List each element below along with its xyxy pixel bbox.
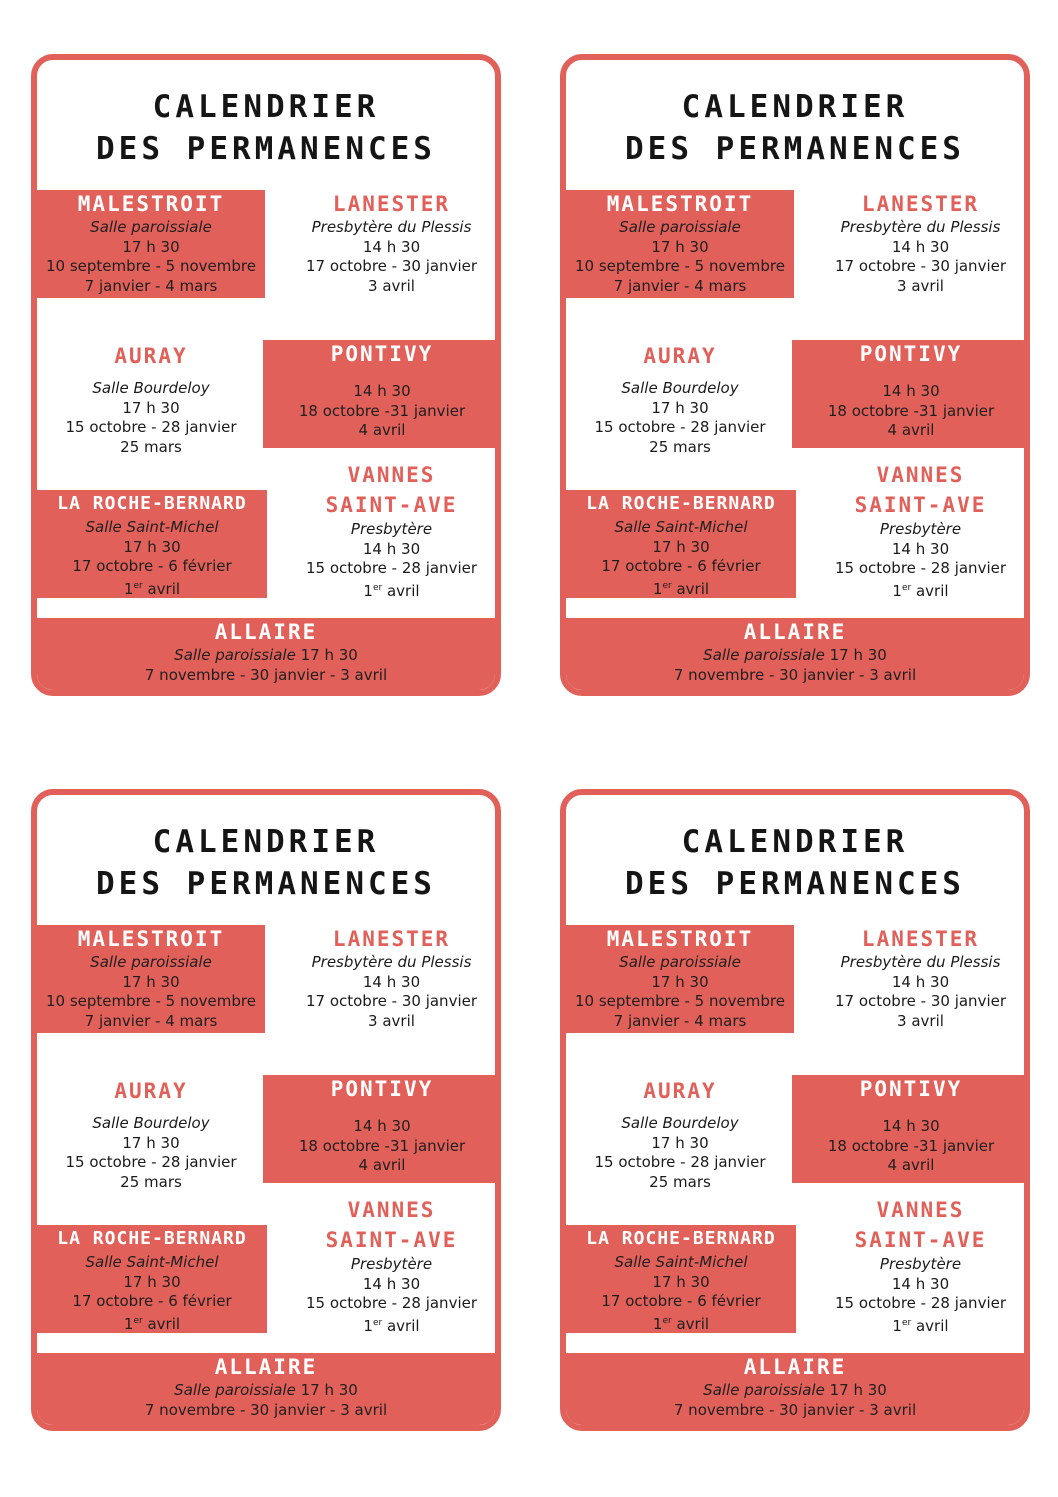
pontivy-block — [792, 1075, 1030, 1183]
dates — [37, 1312, 267, 1335]
city-name: MALESTROIT — [606, 192, 754, 216]
dates: 3 avril — [897, 276, 944, 295]
dates — [282, 1314, 501, 1337]
date-month: avril — [671, 1314, 710, 1333]
lanester-block — [811, 190, 1030, 298]
dates: 10 septembre - 5 novembre — [575, 257, 785, 275]
city-name: LANESTER — [332, 192, 451, 216]
city-name: VANNES — [347, 463, 436, 487]
malestroit-block — [37, 925, 265, 1033]
malestroit-block — [566, 190, 794, 298]
city-name: LA ROCHE-BERNARD — [57, 493, 247, 514]
venue-line — [37, 646, 495, 666]
city-name: AURAY — [643, 344, 717, 368]
date-number: 1 — [363, 581, 373, 600]
dates: 25 mars — [649, 437, 711, 456]
ordinal-suffix: er — [901, 582, 912, 593]
dates: 7 janvier - 4 mars — [84, 276, 218, 295]
time: 14 h 30 — [353, 382, 411, 400]
vannes-saint-ave-block — [282, 460, 501, 600]
dates: 17 octobre - 6 février — [601, 1292, 761, 1310]
dates: 4 avril — [887, 1156, 935, 1174]
city-name: LA ROCHE-BERNARD — [586, 1228, 776, 1249]
title-line-2: DES PERMANENCES — [96, 131, 436, 167]
city-name: ALLAIRE — [214, 620, 318, 644]
venue: Salle paroissiale — [619, 218, 741, 236]
dates: 3 avril — [897, 1011, 944, 1030]
venue: Salle Bourdeloy — [92, 379, 210, 397]
dates: 10 septembre - 5 novembre — [46, 992, 256, 1010]
time: 17 h 30 — [122, 237, 180, 256]
card-title — [37, 86, 495, 170]
title-line-1: CALENDRIER — [152, 824, 380, 860]
card-title — [37, 821, 495, 905]
dates — [811, 579, 1030, 602]
title-line-1: CALENDRIER — [681, 824, 909, 860]
time: 14 h 30 — [882, 1117, 940, 1135]
city-name: LA ROCHE-BERNARD — [57, 1228, 247, 1249]
time: 14 h 30 — [891, 539, 950, 558]
date-month: avril — [142, 1314, 181, 1333]
dates — [37, 577, 267, 600]
dates: 25 mars — [120, 437, 182, 456]
malestroit-block — [37, 190, 265, 298]
la-roche-bernard-block — [566, 1225, 796, 1333]
time: 17 h 30 — [122, 972, 180, 991]
card-title — [566, 86, 1024, 170]
card-title — [566, 821, 1024, 905]
auray-block — [37, 1077, 265, 1197]
allaire-block — [37, 618, 495, 696]
city-name: PONTIVY — [330, 1077, 434, 1101]
city-name: LANESTER — [861, 927, 980, 951]
city-name: MALESTROIT — [606, 927, 754, 951]
city-name: LANESTER — [861, 192, 980, 216]
allaire-block — [566, 618, 1024, 696]
city-name: AURAY — [643, 1079, 717, 1103]
time: 17 h 30 — [651, 1133, 709, 1152]
time: 14 h 30 — [891, 1274, 950, 1293]
dates: 7 janvier - 4 mars — [84, 1011, 218, 1030]
time: 17 h 30 — [300, 1381, 358, 1399]
date-number: 1 — [123, 579, 134, 598]
venue: Salle Bourdeloy — [621, 379, 739, 397]
city-name: MALESTROIT — [77, 192, 225, 216]
time: 17 h 30 — [652, 537, 710, 556]
venue: Salle paroissiale — [619, 953, 741, 971]
ordinal-suffix: er — [133, 580, 143, 591]
time: 17 h 30 — [651, 972, 709, 991]
dates — [566, 577, 796, 600]
venue: Salle paroissiale — [174, 646, 296, 664]
dates: 17 octobre - 30 janvier — [305, 992, 478, 1010]
dates — [566, 1312, 796, 1335]
venue: Salle Bourdeloy — [621, 1114, 739, 1132]
city-name: ALLAIRE — [743, 620, 847, 644]
pontivy-block — [263, 340, 501, 448]
ordinal-suffix: er — [662, 1315, 672, 1326]
city-name: SAINT-AVE — [854, 1228, 987, 1252]
title-line-2: DES PERMANENCES — [625, 866, 965, 902]
dates: 15 octobre - 28 janvier — [65, 418, 237, 436]
ordinal-suffix: er — [372, 582, 383, 593]
dates: 7 janvier - 4 mars — [613, 276, 747, 295]
calendar-card — [31, 54, 501, 696]
title-line-1: CALENDRIER — [681, 89, 909, 125]
auray-block — [566, 1077, 794, 1197]
city-name: AURAY — [114, 344, 188, 368]
venue: Presbytère — [879, 520, 962, 538]
date-month: avril — [382, 581, 420, 600]
lanester-block — [811, 925, 1030, 1033]
dates: 7 novembre - 30 janvier - 3 avril — [144, 1400, 388, 1419]
dates: 15 octobre - 28 janvier — [305, 1294, 478, 1312]
la-roche-bernard-block — [566, 490, 796, 598]
vannes-saint-ave-block — [811, 1195, 1030, 1335]
vannes-saint-ave-block — [811, 460, 1030, 600]
title-line-2: DES PERMANENCES — [625, 131, 965, 167]
time: 17 h 30 — [652, 1272, 710, 1291]
date-number: 1 — [363, 1316, 373, 1335]
auray-block — [566, 342, 794, 462]
city-name: MALESTROIT — [77, 927, 225, 951]
lanester-block — [282, 925, 501, 1033]
city-name: PONTIVY — [859, 1077, 963, 1101]
dates: 17 octobre - 6 février — [72, 557, 232, 575]
title-line-1: CALENDRIER — [152, 89, 380, 125]
dates: 18 octobre -31 janvier — [827, 401, 995, 420]
venue: Presbytère — [879, 1255, 962, 1273]
time: 17 h 30 — [122, 398, 180, 417]
city-name: LANESTER — [332, 927, 451, 951]
dates: 4 avril — [358, 421, 406, 439]
venue: Salle paroissiale — [90, 218, 212, 236]
city-name: VANNES — [876, 1198, 965, 1222]
dates: 15 octobre - 28 janvier — [65, 1153, 237, 1171]
venue: Salle Saint-Michel — [85, 1253, 219, 1271]
dates: 17 octobre - 6 février — [601, 557, 761, 575]
date-month: avril — [382, 1316, 420, 1335]
dates: 15 octobre - 28 janvier — [594, 418, 766, 436]
time: 14 h 30 — [353, 1117, 411, 1135]
ordinal-suffix: er — [901, 1317, 912, 1328]
venue: Salle Saint-Michel — [614, 1253, 748, 1271]
time: 17 h 30 — [651, 237, 709, 256]
time: 17 h 30 — [651, 398, 709, 417]
time: 14 h 30 — [882, 382, 940, 400]
auray-block — [37, 342, 265, 462]
time: 17 h 30 — [829, 646, 887, 664]
venue: Salle Bourdeloy — [92, 1114, 210, 1132]
city-name: VANNES — [876, 463, 965, 487]
date-month: avril — [911, 581, 949, 600]
venue-line — [566, 646, 1024, 666]
malestroit-block — [566, 925, 794, 1033]
venue: Presbytère du Plessis — [840, 953, 1001, 971]
dates: 7 novembre - 30 janvier - 3 avril — [673, 665, 917, 684]
city-name: SAINT-AVE — [854, 493, 987, 517]
calendar-card — [31, 789, 501, 1431]
allaire-block — [566, 1353, 1024, 1431]
dates: 7 janvier - 4 mars — [613, 1011, 747, 1030]
time: 17 h 30 — [829, 1381, 887, 1399]
title-line-2: DES PERMANENCES — [96, 866, 436, 902]
time: 17 h 30 — [300, 646, 358, 664]
date-month: avril — [911, 1316, 949, 1335]
time: 14 h 30 — [891, 237, 950, 256]
dates — [811, 1314, 1030, 1337]
venue: Salle paroissiale — [703, 646, 825, 664]
dates: 17 octobre - 6 février — [72, 1292, 232, 1310]
date-number: 1 — [892, 581, 902, 600]
time: 14 h 30 — [891, 972, 950, 991]
pontivy-block — [792, 340, 1030, 448]
dates: 3 avril — [368, 1011, 415, 1030]
dates: 25 mars — [649, 1172, 711, 1191]
venue: Presbytère — [350, 1255, 433, 1273]
time: 17 h 30 — [123, 537, 181, 556]
calendar-card — [560, 789, 1030, 1431]
venue: Presbytère du Plessis — [311, 953, 472, 971]
dates: 17 octobre - 30 janvier — [305, 257, 478, 275]
time: 14 h 30 — [362, 1274, 421, 1293]
calendar-card — [560, 54, 1030, 696]
dates: 15 octobre - 28 janvier — [834, 1294, 1007, 1312]
la-roche-bernard-block — [37, 1225, 267, 1333]
date-month: avril — [671, 579, 710, 598]
date-month: avril — [142, 579, 181, 598]
date-number: 1 — [123, 1314, 134, 1333]
venue: Salle Saint-Michel — [85, 518, 219, 536]
dates: 4 avril — [887, 421, 935, 439]
ordinal-suffix: er — [372, 1317, 383, 1328]
city-name: SAINT-AVE — [325, 1228, 458, 1252]
vannes-saint-ave-block — [282, 1195, 501, 1335]
dates: 15 octobre - 28 janvier — [834, 559, 1007, 577]
city-name: VANNES — [347, 1198, 436, 1222]
time: 17 h 30 — [123, 1272, 181, 1291]
dates: 17 octobre - 30 janvier — [834, 257, 1007, 275]
time: 14 h 30 — [362, 539, 421, 558]
city-name: PONTIVY — [330, 342, 434, 366]
city-name: ALLAIRE — [214, 1355, 318, 1379]
dates: 7 novembre - 30 janvier - 3 avril — [673, 1400, 917, 1419]
time: 14 h 30 — [362, 972, 421, 991]
venue: Salle Saint-Michel — [614, 518, 748, 536]
dates: 18 octobre -31 janvier — [298, 401, 466, 420]
dates: 7 novembre - 30 janvier - 3 avril — [144, 665, 388, 684]
venue: Salle paroissiale — [90, 953, 212, 971]
dates: 18 octobre -31 janvier — [298, 1136, 466, 1155]
dates: 15 octobre - 28 janvier — [305, 559, 478, 577]
time: 17 h 30 — [122, 1133, 180, 1152]
venue-line — [566, 1381, 1024, 1401]
dates: 18 octobre -31 janvier — [827, 1136, 995, 1155]
city-name: PONTIVY — [859, 342, 963, 366]
dates: 15 octobre - 28 janvier — [594, 1153, 766, 1171]
venue: Presbytère du Plessis — [840, 218, 1001, 236]
city-name: LA ROCHE-BERNARD — [586, 493, 776, 514]
city-name: SAINT-AVE — [325, 493, 458, 517]
dates: 10 septembre - 5 novembre — [46, 257, 256, 275]
city-name: ALLAIRE — [743, 1355, 847, 1379]
city-name: AURAY — [114, 1079, 188, 1103]
dates: 10 septembre - 5 novembre — [575, 992, 785, 1010]
ordinal-suffix: er — [133, 1315, 143, 1326]
pontivy-block — [263, 1075, 501, 1183]
time: 14 h 30 — [362, 237, 421, 256]
date-number: 1 — [892, 1316, 902, 1335]
venue: Salle paroissiale — [703, 1381, 825, 1399]
allaire-block — [37, 1353, 495, 1431]
la-roche-bernard-block — [37, 490, 267, 598]
lanester-block — [282, 190, 501, 298]
date-number: 1 — [652, 579, 663, 598]
venue: Salle paroissiale — [174, 1381, 296, 1399]
dates: 3 avril — [368, 276, 415, 295]
dates: 17 octobre - 30 janvier — [834, 992, 1007, 1010]
dates: 25 mars — [120, 1172, 182, 1191]
venue-line — [37, 1381, 495, 1401]
ordinal-suffix: er — [662, 580, 672, 591]
dates: 4 avril — [358, 1156, 406, 1174]
venue: Presbytère — [350, 520, 433, 538]
date-number: 1 — [652, 1314, 663, 1333]
venue: Presbytère du Plessis — [311, 218, 472, 236]
dates — [282, 579, 501, 602]
